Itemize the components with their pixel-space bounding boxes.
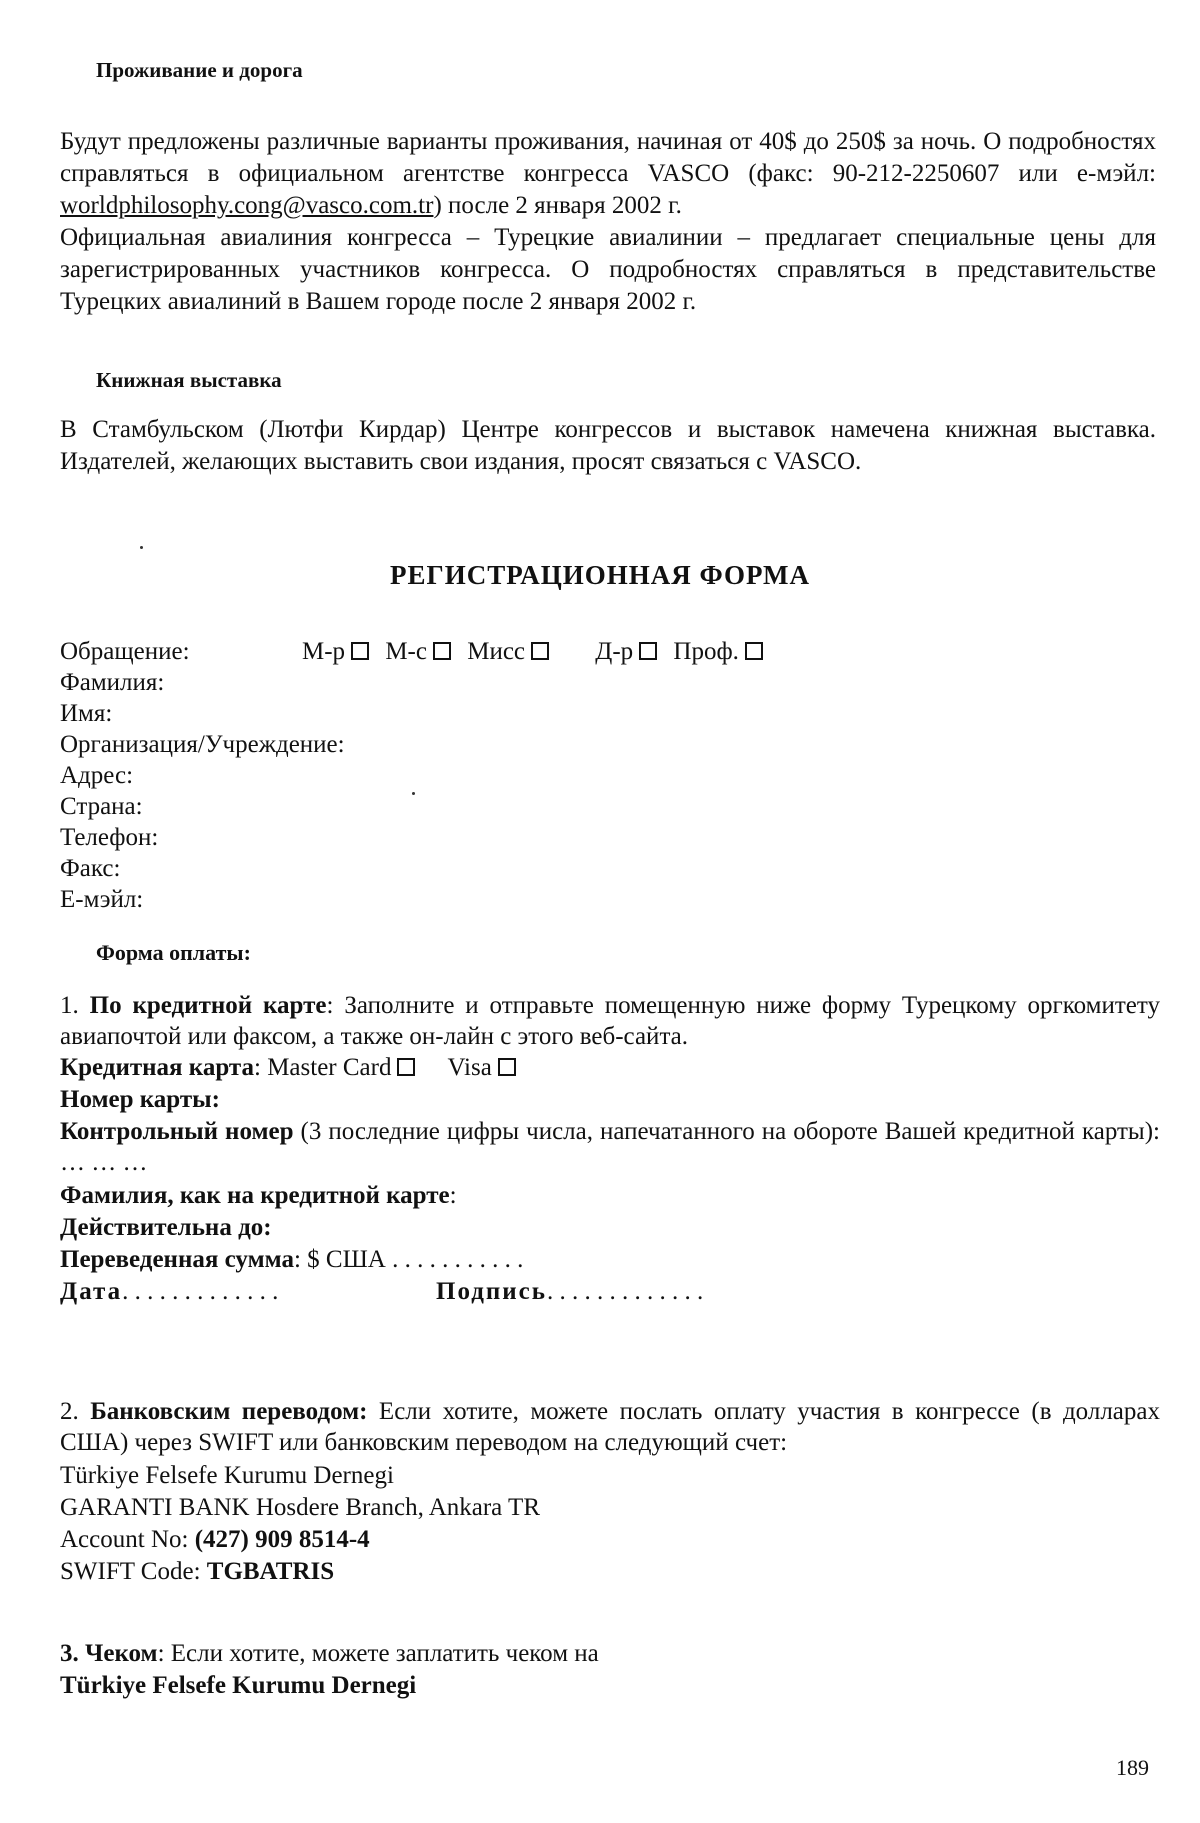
option-label: Д-р bbox=[595, 638, 634, 665]
date-field[interactable] bbox=[60, 1278, 278, 1305]
housing-text-post: ) после 2 января 2002 г. bbox=[433, 192, 682, 219]
salutation-option-mrs[interactable] bbox=[385, 638, 457, 665]
checkbox-mastercard[interactable] bbox=[397, 1058, 415, 1076]
payment-heading: Форма оплаты: bbox=[96, 940, 251, 965]
book-fair-heading: Книжная выставка bbox=[96, 368, 282, 392]
name-on-card-colon: : bbox=[449, 1182, 457, 1209]
page-number: 189 bbox=[1116, 1755, 1149, 1780]
cheque-payee: Türkiye Felsefe Kurumu Dernegi bbox=[60, 1672, 417, 1699]
option-label: М-с bbox=[385, 638, 427, 665]
salutation-option-dr[interactable] bbox=[595, 638, 663, 665]
field-country[interactable]: Страна: bbox=[60, 793, 143, 820]
field-surname[interactable]: Фамилия: bbox=[60, 669, 165, 696]
card-number-field[interactable]: Номер карты: bbox=[60, 1086, 220, 1113]
account-number-value: (427) 909 8514-4 bbox=[194, 1526, 370, 1553]
salutation-option-mr[interactable] bbox=[302, 638, 375, 665]
bank-transfer-paragraph bbox=[60, 1396, 1160, 1458]
control-number-text: (3 последние цифры числа, напечатанного на обороте Вашей кредитной карты): … … … bbox=[60, 1118, 1160, 1176]
checkbox-dr[interactable] bbox=[639, 642, 657, 660]
card-type-row bbox=[60, 1052, 1160, 1083]
swift-code-label: SWIFT Code: bbox=[60, 1558, 207, 1585]
housing-paragraph-1 bbox=[60, 126, 1156, 222]
swift-code-row bbox=[60, 1556, 1160, 1587]
bank-transfer-text: Если хотите, можете послать оплату участия в конгрессе (в долларах США) через SWIFT или банковским переводом на следующий счет: bbox=[60, 1398, 1160, 1456]
date-label: Дата bbox=[60, 1278, 123, 1305]
name-on-card-label: Фамилия, как на кредитной карте bbox=[60, 1182, 450, 1209]
bank-account-holder: Türkiye Felsefe Kurumu Dernegi bbox=[60, 1462, 394, 1489]
field-address[interactable]: Адрес: bbox=[60, 762, 134, 789]
card-payment-text: : Заполните и отправьте помещенную ниже форму Турецкому оргкомитету авиапочтой или факсом, а также он-лайн с этого веб-сайта. bbox=[60, 992, 1161, 1050]
field-fax[interactable]: Факс: bbox=[60, 855, 121, 882]
salutation-options bbox=[302, 636, 773, 667]
stray-dot bbox=[412, 792, 415, 795]
option-label: Мисс bbox=[467, 638, 526, 665]
swift-code-value: TGBATRIS bbox=[206, 1558, 335, 1585]
cheque-text: : Если хотите, можете заплатить чеком на bbox=[157, 1640, 599, 1667]
control-number-label: Контрольный номер bbox=[60, 1118, 294, 1145]
housing-heading: Проживание и дорога bbox=[96, 58, 303, 82]
card-payment-paragraph bbox=[60, 990, 1160, 1052]
vasco-email-link[interactable]: worldphilosophy.cong@vasco.com.tr bbox=[60, 192, 434, 219]
valid-until-field[interactable]: Действительна до: bbox=[60, 1214, 272, 1241]
visa-label: Visa bbox=[447, 1054, 492, 1081]
field-organization[interactable]: Организация/Учреждение: bbox=[60, 731, 345, 758]
cheque-paragraph bbox=[60, 1638, 1160, 1669]
option-label: М-р bbox=[302, 638, 346, 665]
checkbox-visa[interactable] bbox=[498, 1058, 516, 1076]
name-on-card-field[interactable] bbox=[60, 1180, 1160, 1211]
field-phone[interactable]: Телефон: bbox=[60, 824, 159, 851]
book-fair-paragraph: В Стамбульском (Лютфи Кирдар) Центре конгрессов и выставок намечена книжная выставка. Издателей, желающих выставить свои издания, просят связаться с VASCO. bbox=[60, 416, 1156, 475]
checkbox-prof[interactable] bbox=[745, 642, 763, 660]
signature-label: Подпись bbox=[436, 1278, 547, 1305]
checkbox-miss[interactable] bbox=[531, 642, 549, 660]
card-type-label: Кредитная карта bbox=[60, 1054, 254, 1081]
mastercard-label: Master Card bbox=[267, 1054, 392, 1081]
checkbox-mr[interactable] bbox=[351, 642, 369, 660]
signature-dots: . . . . . . . . . . . . . bbox=[547, 1278, 704, 1305]
amount-field[interactable] bbox=[60, 1244, 1160, 1275]
cheque-label: Чеком bbox=[85, 1640, 158, 1667]
date-signature-row bbox=[60, 1276, 1160, 1307]
field-email[interactable]: Е-мэйл: bbox=[60, 886, 144, 913]
item-number: 2. bbox=[60, 1398, 79, 1425]
option-label: Проф. bbox=[673, 638, 739, 665]
bank-name: GARANTI BANK Hosdere Branch, Ankara TR bbox=[60, 1494, 541, 1521]
field-first-name[interactable]: Имя: bbox=[60, 700, 113, 727]
housing-paragraph-2: Официальная авиалиния конгресса – Турецкие авиалинии – предлагает специальные цены для зарегистрированных участников конгресса. О подробностях справляться в представительстве Турецких авиалиний в Вашем городе после 2 января 2002 г. bbox=[60, 224, 1156, 315]
date-dots: . . . . . . . . . . . . . bbox=[122, 1278, 279, 1305]
salutation-option-prof[interactable] bbox=[673, 638, 769, 665]
salutation-label: Обращение: bbox=[60, 638, 190, 665]
bank-transfer-label: Банковским переводом: bbox=[90, 1398, 368, 1425]
card-type-colon: : bbox=[254, 1054, 268, 1081]
registration-form-title: РЕГИСТРАЦИОННАЯ ФОРМА bbox=[390, 560, 810, 590]
account-number-label: Account No: bbox=[60, 1526, 195, 1553]
amount-text: : $ США . . . . . . . . . . . bbox=[293, 1246, 524, 1273]
account-number-row bbox=[60, 1524, 1160, 1555]
signature-field[interactable] bbox=[436, 1276, 703, 1307]
item-number: 3. bbox=[60, 1640, 79, 1667]
amount-label: Переведенная сумма bbox=[60, 1246, 294, 1273]
stray-dot bbox=[140, 546, 143, 549]
control-number-field[interactable] bbox=[60, 1116, 1160, 1178]
checkbox-mrs[interactable] bbox=[433, 642, 451, 660]
card-payment-label: По кредитной карте bbox=[89, 992, 327, 1019]
item-number: 1. bbox=[60, 992, 79, 1019]
housing-text-pre: Будут предложены различные варианты проживания, начиная от 40$ до 250$ за ночь. О подробностях справляться в официальном агентстве конгресса VASCO (факс: 90-212-2250607 или е-мэйл: bbox=[60, 128, 1156, 187]
salutation-option-miss[interactable] bbox=[467, 638, 555, 665]
